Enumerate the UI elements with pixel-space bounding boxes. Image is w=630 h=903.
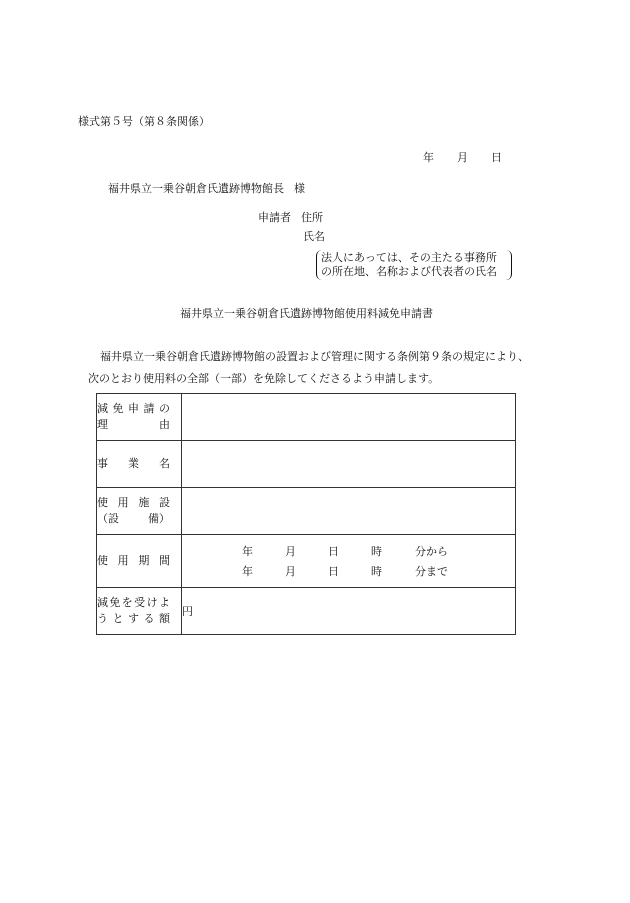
addressee-honorific: 様 bbox=[294, 182, 305, 195]
reason-row bbox=[97, 394, 516, 441]
event-label: 事 業 名 bbox=[97, 441, 182, 488]
address-label: 住所 bbox=[301, 211, 323, 224]
amount-unit: 円 bbox=[182, 605, 193, 618]
period-label: 使 用 期 間 bbox=[97, 535, 182, 588]
amount-value[interactable] bbox=[182, 588, 516, 635]
applicant-label: 申請者 bbox=[258, 211, 291, 224]
date-year: 年 bbox=[423, 151, 434, 164]
period-start: 年 月 日 時 分から bbox=[242, 545, 448, 558]
amount-label: 減 免 を 受 け よ う と す る 額 bbox=[97, 588, 182, 635]
facility-row bbox=[97, 488, 516, 535]
amount-row bbox=[97, 588, 516, 635]
form-number: 様式第５号（第８条関係） bbox=[78, 115, 210, 128]
applicant-name-label: 氏名 bbox=[303, 230, 325, 243]
note-line-1: 法人にあっては、その主たる事務所 bbox=[321, 251, 497, 264]
addressee-name: 福井県立一乗谷朝倉氏遺跡博物館長 bbox=[108, 182, 284, 195]
facility-label: 使 用 施 設 （設 備） bbox=[97, 488, 182, 535]
date-line bbox=[423, 151, 502, 165]
period-end: 年 月 日 時 分まで bbox=[242, 565, 448, 578]
facility-value[interactable] bbox=[182, 488, 516, 535]
period-row bbox=[97, 535, 516, 588]
document-title: 福井県立一乗谷朝倉氏遺跡博物館使用料減免申請書 bbox=[180, 307, 433, 320]
reason-label: 減 免 申 請 の 理 由 bbox=[97, 394, 182, 441]
event-row bbox=[97, 441, 516, 488]
body-line-1: 福井県立一乗谷朝倉氏遺跡博物館の設置および管理に関する条例第９条の規定により、 bbox=[100, 350, 529, 363]
note-line-2: の所在地、名称および代表者の氏名 bbox=[321, 265, 497, 278]
period-value[interactable] bbox=[182, 535, 516, 588]
applicant-address-row bbox=[258, 211, 323, 225]
body-line-2: 次のとおり使用料の全部（一部）を免除してくださるよう申請します。 bbox=[88, 372, 440, 385]
date-day: 日 bbox=[491, 151, 502, 164]
applicant-note bbox=[316, 250, 512, 280]
reason-value[interactable] bbox=[182, 394, 516, 441]
application-table bbox=[96, 393, 516, 635]
addressee bbox=[108, 182, 305, 196]
date-month: 月 bbox=[457, 151, 468, 164]
event-value[interactable] bbox=[182, 441, 516, 488]
